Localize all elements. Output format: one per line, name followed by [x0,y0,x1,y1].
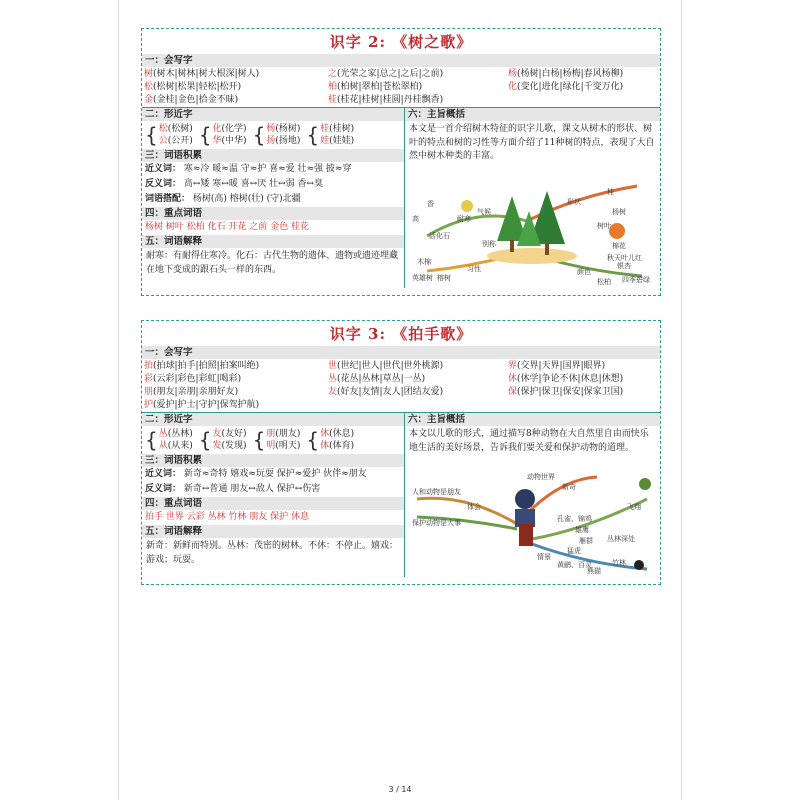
near-pair [199,123,247,147]
mind-map-label: 习性 [467,265,481,273]
near-pair [306,428,354,452]
mind-map-label: 雄鹰 [575,526,589,534]
section-explain: 五：词语解释 [142,235,404,248]
near-char: 松(松树) [158,124,193,134]
section-key-words: 四：重点词语 [142,207,404,220]
mind-map-label: 英雄树 [412,274,433,282]
mind-map-label: 保护动物是大事 [412,519,461,527]
mind-map-label: 榕树 [437,274,451,282]
write-char-entry: 杨(杨树|白杨|杨梅|春风杨柳) [508,69,624,79]
write-char-entry: 彩(云彩|彩色|彩虹|喝彩) [144,374,242,384]
mind-map-label: 形状 [567,198,581,206]
near-character-pairs [142,426,404,454]
write-char-entry: 树(树木|树林|树大根深|树人) [144,69,260,79]
near-pair [253,123,301,147]
mind-map-label: 新奇 [562,483,576,491]
right-column [405,108,660,288]
mind-map-label: 雁群 [579,537,593,545]
mind-map-label: 动物世界 [527,473,555,481]
brace-icon: { [306,428,320,452]
near-char: 扬(扬地) [266,136,301,146]
brace-icon: { [198,123,212,147]
section-write: 一：会写字 [142,54,660,67]
lesson-title: 识字 3: 《拍手歌》 [329,325,473,343]
write-char-entry: 柏(柏树|翠柏|苍松翠柏) [328,82,423,92]
near-pair [199,428,247,452]
write-char-entry: 松(松树|松果|轻松|松开) [144,82,242,92]
lesson-card-tree-song [141,28,661,296]
mind-map-label: 香 [427,200,434,208]
near-char: 休(休息) [320,429,355,439]
lesson-card-clap-song [141,320,661,585]
write-char-entry [508,94,658,107]
theme-summary: 本文是一首介绍树木特征的识字儿歌，课文从树木的形状、树叶的特点和树的习性等方面介绍了11种树的特点，表现了大自然中树木种类的丰富。 [409,124,655,161]
section-write: 一：会写字 [142,346,660,359]
near-pair [253,428,301,452]
write-char-entry: 之(光荣之家|总之|之后|之前) [328,69,444,79]
mind-map-label: 竹林 [612,559,626,567]
near-pair [306,123,354,147]
write-char-entry [328,399,508,412]
near-char: 体(体育) [320,441,355,451]
write-char-entry: 护(爱护|护士|守护|保驾护航) [144,400,260,410]
mind-map-label: 树叶 [597,222,611,230]
synonyms: 近义词： 新奇≈奇特 嬉戏≈玩耍 保护≈爱护 伙伴≈朋友 [145,469,367,479]
write-char-entry: 化(变化|进化|绿化|千变万化) [508,82,624,92]
write-char-entry: 拍(拍球|拍手|拍照|拍案叫绝) [144,361,260,371]
write-char-entry: 休(休学|争论不休|休息|休想) [508,374,624,384]
mind-map-label: 四季碧绿 [622,276,650,284]
near-char: 杨(杨树) [266,124,301,134]
mind-map-label: 体会 [467,503,481,511]
mind-map-label: 高 [412,215,419,223]
mind-map-label: 耐寒 [457,215,471,223]
page-number: 3 / 14 [388,785,412,794]
near-char: 丛(丛林) [158,429,193,439]
near-char: 发(发现) [212,441,247,451]
left-column [142,413,405,577]
mind-map-label: 气候 [477,208,491,216]
brace-icon: { [252,123,266,147]
mind-map-label: 丛林深处 [607,535,635,543]
mind-map-label: 别称 [482,240,496,248]
mind-map-label: 熊猫 [587,567,601,575]
collocations: 词语搭配： 杨树(高) 榕树(壮) (守)北疆 [145,194,301,204]
write-char-entry: 界(交界|天界|国界|眼界) [508,361,606,371]
write-characters-grid [142,359,660,412]
mind-map-label: 飞翔 [627,503,641,511]
mind-map-label: 猛虎 [567,547,581,555]
brace-icon: { [306,123,320,147]
near-char: 公(公开) [158,136,193,146]
mind-map-label: 杨树 [612,208,626,216]
section-vocab: 三：词语积累 [142,454,404,467]
mind-map-label: 松柏 [597,278,611,286]
write-char-entry: 世(世纪|世人|世代|世外桃源) [328,361,444,371]
near-char: 桂(桂树) [320,124,355,134]
write-char-entry: 金(金桂|金色|拾金不昧) [144,95,239,105]
section-explain: 五：词语解释 [142,525,404,538]
mind-map-label: 颜色 [577,268,591,276]
key-words: 杨树 树叶 松柏 化石 开花 之前 金色 桂花 [145,222,310,232]
section-vocab: 三：词语积累 [142,149,404,162]
near-char: 化(化学) [212,124,247,134]
antonyms: 反义词： 新奇↔普通 朋友↔敌人 保护↔伤害 [145,484,321,494]
section-theme: 六：主旨概括 [405,108,660,121]
mind-map-animals [407,469,658,575]
write-char-entry: 友(好友|友情|友人|团结友爱) [328,387,444,397]
near-char: 娃(娃娃) [320,136,355,146]
section-theme: 六：主旨概括 [405,413,660,426]
near-char: 友(友好) [212,429,247,439]
synonyms: 近义词： 寒≈冷 暖≈温 守≈护 喜≈爱 壮≈强 披≈穿 [145,164,352,174]
mind-map-label: 活化石 [429,232,450,240]
mind-map-label: 秋天叶儿红 [607,254,642,262]
mind-map-label: 桂 [607,188,614,196]
lesson-title: 识字 2: 《树之歌》 [329,33,473,51]
near-char: 朋(朋友) [266,429,301,439]
mind-map-label: 棉花 [612,242,626,250]
brace-icon: { [198,428,212,452]
section-near: 二：形近字 [142,108,404,121]
theme-summary: 本文以儿歌的形式，通过描写8种动物在大自然里自由而快乐地生活的美好场景，告诉我们要关爱和保护动物的道理。 [409,429,649,453]
near-character-pairs [142,121,404,149]
left-column [142,108,405,288]
word-explanations: 耐寒：有耐得住寒冷。化石：古代生物的遗体、遗物或遗迹埋藏在地下变成的跟石头一样的东西。 [146,251,399,275]
section-near: 二：形近字 [142,413,404,426]
write-char-entry: 桂(桂花|桂树|桂圆|丹桂飘香) [328,95,444,105]
brace-icon: { [252,428,266,452]
near-pair [145,428,193,452]
near-char: 从(从来) [158,441,193,451]
antonyms: 反义词： 高↔矮 寒↔暖 喜↔厌 壮↔弱 香↔臭 [145,179,324,189]
key-words: 拍手 世界 云彩 丛林 竹林 朋友 保护 休息 [145,512,310,522]
mind-map-label: 人和动物是朋友 [412,488,461,496]
brace-icon: { [145,428,158,452]
write-characters-grid [142,67,660,107]
right-column [405,413,660,577]
near-pair [145,123,193,147]
mind-map-label: 情景 [537,553,551,561]
near-char: 明(明天) [266,441,301,451]
mind-map-label: 木棉 [417,258,431,266]
write-char-entry: 丛(花丛|丛林|草丛|一丛) [328,374,426,384]
mind-map-trees [407,176,658,286]
mind-map-label: 银杏 [617,262,631,270]
word-explanations: 新奇：新鲜而特别。丛林：茂密的树林。不休：不停止。嬉戏：游戏；玩耍。 [146,541,399,565]
write-char-entry: 朋(朋友|亲朋|亲朋好友) [144,387,239,397]
brace-icon: { [145,123,158,147]
section-key-words: 四：重点词语 [142,497,404,510]
near-char: 华(中华) [212,136,247,146]
write-char-entry [508,399,658,412]
mind-map-label: 孔雀、锦鸡 [557,515,592,523]
mind-map-label: 黄鹂、百灵 [557,561,592,569]
write-char-entry: 保(保护|保卫|保安|保家卫国) [508,387,624,397]
